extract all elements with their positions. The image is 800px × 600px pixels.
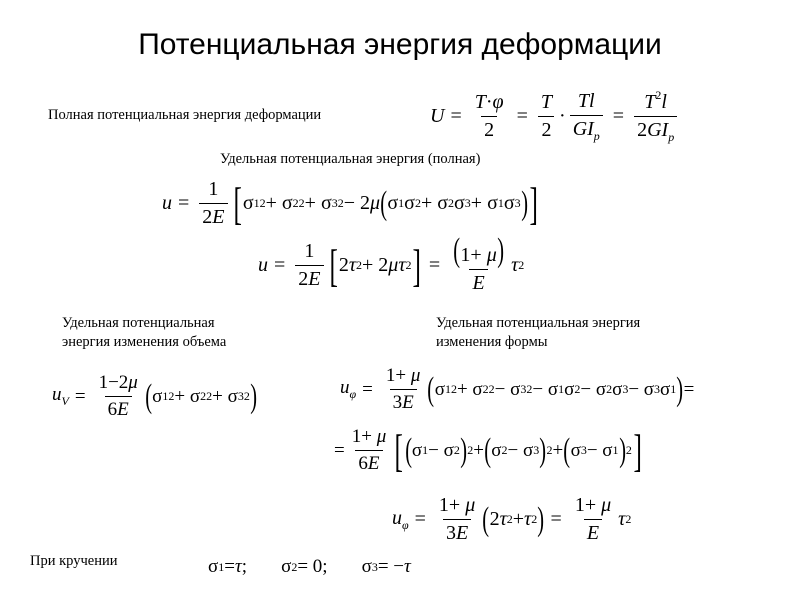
formula-u-shape-1: $u_\varphi$ = $\frac{1+ \mu}{3E}$ ( σ 1 2 + σ 2 2 − σ 3 2 − σ 1 σ 2 − σ 2 σ 3 − σ 3 σ 1 ) = xyxy=(340,365,695,413)
formula-u-volume: $u_V$ = $\frac{1-2\mu}{6E}$ ( σ 1 2 + σ 2 2 + σ 3 2 ) xyxy=(52,372,257,420)
label-torsion: При кручении xyxy=(30,553,118,569)
label-full-energy: Полная потенциальная энергия деформации xyxy=(48,107,322,123)
label-specific-shape: Удельная потенциальная энергия изменения формы xyxy=(436,315,641,350)
formula-u-torsion: u = $\frac{1}{2E}$ [ 2 τ 2 + 2 μτ 2 ] = $\frac{(1+ \mu)}{E}$ τ 2 xyxy=(258,232,525,294)
slide-title: Потенциальная энергия деформации xyxy=(138,28,662,61)
formula-torsion-conditions: σ 1 = τ ; σ 2 = 0; σ 3 = − τ xyxy=(208,556,411,577)
label-specific-volume: Удельная потенциальная энергия изменения объема xyxy=(62,315,227,350)
formula-u-shape-3: $u_\varphi$ = $\frac{1+ \mu}{3E}$ ( 2 τ 2 + τ 2 ) = $\frac{1+ \mu}{E}$ τ 2 xyxy=(392,494,632,544)
label-specific-full: Удельная потенциальная энергия (полная) xyxy=(220,151,481,167)
formula-U: U = $\frac{T\cdot\varphi}{2}$ = $\frac{T}{2}$ · $\frac{Tl}{GI_p}$ = $\frac{T^2l}{2GI_p}$ xyxy=(430,88,681,145)
formula-u-shape-2: = $\frac{1+ \mu}{6E}$ [ ( σ 1 − σ 2 ) 2 + ( σ 2 − σ 3 ) 2 + ( σ 3 − σ 1 ) 2 ] xyxy=(334,424,642,476)
formula-u-full: u = $\frac{1}{2E}$ [ σ 1 2 + σ 2 2 + σ 3 2 − 2 μ ( σ 1 σ 2 + σ 2 σ 3 + σ 1 σ 3 ) ] xyxy=(162,177,538,229)
